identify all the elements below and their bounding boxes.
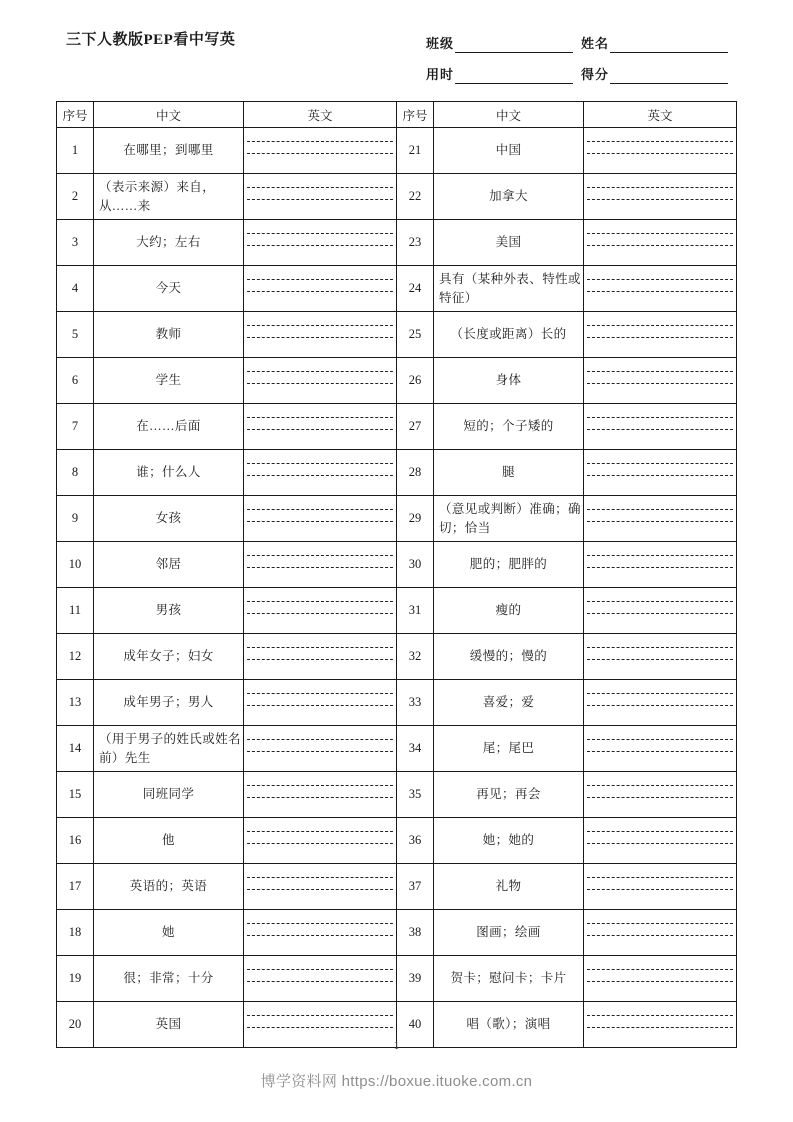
row-number: 6: [57, 358, 94, 404]
table-row: [57, 128, 737, 174]
english-answer-cell[interactable]: [584, 542, 737, 588]
writing-line-bottom: [247, 475, 393, 476]
chinese-meaning-cell: 再见；再会: [434, 772, 584, 818]
row-number: 21: [397, 128, 434, 174]
writing-line-top: [587, 601, 733, 602]
row-number: 3: [57, 220, 94, 266]
row-number: 34: [397, 726, 434, 772]
header-chinese-right: 中文: [434, 102, 584, 128]
row-number: 24: [397, 266, 434, 312]
writing-line-bottom: [247, 1027, 393, 1028]
row-number: 23: [397, 220, 434, 266]
english-answer-cell[interactable]: [244, 772, 397, 818]
writing-line-top: [587, 233, 733, 234]
writing-line-bottom: [247, 521, 393, 522]
field-class-label: 班级: [426, 36, 455, 51]
row-number: 16: [57, 818, 94, 864]
writing-line-bottom: [247, 889, 393, 890]
writing-line-bottom: [587, 981, 733, 982]
chinese-meaning-cell: 很；非常；十分: [94, 956, 244, 1002]
writing-line-bottom: [587, 337, 733, 338]
english-answer-cell[interactable]: [244, 588, 397, 634]
writing-lines: [587, 174, 733, 219]
english-answer-cell[interactable]: [584, 358, 737, 404]
english-answer-cell[interactable]: [244, 174, 397, 220]
table-row: [57, 496, 737, 542]
english-answer-cell[interactable]: [244, 910, 397, 956]
english-answer-cell[interactable]: [584, 450, 737, 496]
page-header: [56, 22, 736, 84]
chinese-meaning-cell: 喜爱；爱: [434, 680, 584, 726]
row-number: 40: [397, 1002, 434, 1048]
writing-line-top: [587, 187, 733, 188]
writing-line-bottom: [247, 659, 393, 660]
table-row: [57, 312, 737, 358]
chinese-meaning-cell: 图画；绘画: [434, 910, 584, 956]
chinese-meaning-cell: 短的；个子矮的: [434, 404, 584, 450]
chinese-meaning-cell: 教师: [94, 312, 244, 358]
english-answer-cell[interactable]: [244, 864, 397, 910]
writing-lines: [587, 128, 733, 173]
writing-lines: [587, 680, 733, 725]
table-row: [57, 726, 737, 772]
writing-line-bottom: [587, 199, 733, 200]
row-number: 28: [397, 450, 434, 496]
chinese-meaning-cell: 缓慢的；慢的: [434, 634, 584, 680]
writing-lines: [247, 174, 393, 219]
writing-line-top: [587, 831, 733, 832]
chinese-meaning-cell: 谁；什么人: [94, 450, 244, 496]
chinese-meaning-cell: 她: [94, 910, 244, 956]
table-row: [57, 634, 737, 680]
english-answer-cell[interactable]: [244, 220, 397, 266]
row-number: 8: [57, 450, 94, 496]
writing-lines: [587, 496, 733, 541]
english-answer-cell[interactable]: [584, 726, 737, 772]
field-score: [581, 64, 736, 84]
chinese-meaning-cell: （表示来源）来自，从……来: [94, 174, 244, 220]
writing-line-bottom: [247, 245, 393, 246]
row-number: 29: [397, 496, 434, 542]
writing-lines: [247, 588, 393, 633]
writing-line-bottom: [247, 383, 393, 384]
writing-line-top: [247, 233, 393, 234]
chinese-meaning-cell: 尾；尾巴: [434, 726, 584, 772]
writing-line-bottom: [587, 705, 733, 706]
writing-line-top: [247, 923, 393, 924]
writing-line-bottom: [587, 291, 733, 292]
english-answer-cell[interactable]: [244, 634, 397, 680]
writing-line-top: [247, 279, 393, 280]
writing-line-top: [247, 647, 393, 648]
chinese-meaning-cell: （用于男子的姓氏或姓名前）先生: [94, 726, 244, 772]
writing-line-bottom: [247, 981, 393, 982]
english-answer-cell[interactable]: [584, 634, 737, 680]
table-row: [57, 220, 737, 266]
vocabulary-table: [56, 101, 737, 1048]
chinese-meaning-cell: 学生: [94, 358, 244, 404]
writing-line-bottom: [587, 889, 733, 890]
row-number: 14: [57, 726, 94, 772]
chinese-meaning-cell: 成年男子；男人: [94, 680, 244, 726]
english-answer-cell[interactable]: [584, 496, 737, 542]
writing-line-bottom: [247, 705, 393, 706]
writing-line-top: [247, 693, 393, 694]
writing-line-bottom: [247, 199, 393, 200]
writing-line-top: [247, 1015, 393, 1016]
row-number: 15: [57, 772, 94, 818]
table-row: [57, 680, 737, 726]
writing-line-top: [587, 693, 733, 694]
english-answer-cell[interactable]: [244, 680, 397, 726]
writing-lines: [587, 542, 733, 587]
chinese-meaning-cell: 女孩: [94, 496, 244, 542]
writing-line-bottom: [247, 337, 393, 338]
chinese-meaning-cell: 加拿大: [434, 174, 584, 220]
chinese-meaning-cell: 贺卡；慰问卡；卡片: [434, 956, 584, 1002]
row-number: 30: [397, 542, 434, 588]
chinese-meaning-cell: （意见或判断）准确；确切；恰当: [434, 496, 584, 542]
row-number: 35: [397, 772, 434, 818]
row-number: 11: [57, 588, 94, 634]
table-row: [57, 956, 737, 1002]
writing-line-top: [247, 877, 393, 878]
english-answer-cell[interactable]: [244, 404, 397, 450]
english-answer-cell[interactable]: [584, 404, 737, 450]
chinese-meaning-cell: 邻居: [94, 542, 244, 588]
writing-lines: [587, 588, 733, 633]
writing-line-top: [587, 463, 733, 464]
row-number: 39: [397, 956, 434, 1002]
chinese-meaning-cell: 同班同学: [94, 772, 244, 818]
field-score-blank[interactable]: [610, 70, 728, 84]
english-answer-cell[interactable]: [584, 312, 737, 358]
writing-lines: [587, 450, 733, 495]
writing-line-bottom: [587, 935, 733, 936]
row-number: 7: [57, 404, 94, 450]
row-number: 4: [57, 266, 94, 312]
writing-line-top: [247, 555, 393, 556]
writing-lines: [587, 910, 733, 955]
chinese-meaning-cell: 今天: [94, 266, 244, 312]
writing-line-top: [247, 831, 393, 832]
writing-line-bottom: [587, 567, 733, 568]
writing-lines: [247, 404, 393, 449]
table-row: [57, 266, 737, 312]
writing-lines: [587, 772, 733, 817]
writing-line-bottom: [587, 153, 733, 154]
chinese-meaning-cell: 瘦的: [434, 588, 584, 634]
chinese-meaning-cell: 具有（某种外表、特性或特征）: [434, 266, 584, 312]
writing-line-top: [247, 969, 393, 970]
header-num-right: 序号: [397, 102, 434, 128]
chinese-meaning-cell: 唱（歌）；演唱: [434, 1002, 584, 1048]
row-number: 1: [57, 128, 94, 174]
row-number: 5: [57, 312, 94, 358]
writing-line-top: [587, 509, 733, 510]
writing-line-top: [587, 647, 733, 648]
writing-line-bottom: [247, 843, 393, 844]
row-number: 10: [57, 542, 94, 588]
writing-line-bottom: [587, 521, 733, 522]
field-name: [581, 33, 736, 53]
writing-lines: [247, 680, 393, 725]
chinese-meaning-cell: 大约；左右: [94, 220, 244, 266]
writing-line-top: [247, 785, 393, 786]
chinese-meaning-cell: 他: [94, 818, 244, 864]
english-answer-cell[interactable]: [244, 312, 397, 358]
table-row: [57, 450, 737, 496]
table-header-row: [57, 102, 737, 128]
writing-line-top: [587, 877, 733, 878]
writing-lines: [247, 772, 393, 817]
row-number: 22: [397, 174, 434, 220]
chinese-meaning-cell: 中国: [434, 128, 584, 174]
chinese-meaning-cell: 美国: [434, 220, 584, 266]
writing-line-bottom: [587, 245, 733, 246]
writing-lines: [247, 818, 393, 863]
writing-line-bottom: [587, 1027, 733, 1028]
english-answer-cell[interactable]: [244, 358, 397, 404]
writing-line-bottom: [587, 475, 733, 476]
writing-lines: [587, 266, 733, 311]
writing-lines: [587, 404, 733, 449]
writing-line-bottom: [247, 797, 393, 798]
english-answer-cell[interactable]: [244, 128, 397, 174]
english-answer-cell[interactable]: [584, 818, 737, 864]
writing-line-top: [247, 371, 393, 372]
writing-line-bottom: [247, 935, 393, 936]
table-row: [57, 358, 737, 404]
writing-line-bottom: [587, 659, 733, 660]
writing-lines: [247, 266, 393, 311]
field-name-blank[interactable]: [610, 39, 728, 53]
table-row: [57, 864, 737, 910]
english-answer-cell[interactable]: [244, 956, 397, 1002]
table-row: [57, 542, 737, 588]
writing-line-bottom: [247, 429, 393, 430]
writing-line-top: [247, 141, 393, 142]
writing-lines: [247, 542, 393, 587]
english-answer-cell[interactable]: [584, 864, 737, 910]
writing-line-bottom: [247, 291, 393, 292]
chinese-meaning-cell: 男孩: [94, 588, 244, 634]
row-number: 13: [57, 680, 94, 726]
english-answer-cell[interactable]: [584, 220, 737, 266]
page-number: 1: [393, 1040, 400, 1052]
english-answer-cell[interactable]: [244, 818, 397, 864]
row-number: 31: [397, 588, 434, 634]
writing-line-bottom: [587, 751, 733, 752]
writing-lines: [247, 726, 393, 771]
chinese-meaning-cell: 她；她的: [434, 818, 584, 864]
english-answer-cell[interactable]: [584, 910, 737, 956]
english-answer-cell[interactable]: [584, 266, 737, 312]
page-title: 三下人教版PEP看中写英: [66, 32, 236, 48]
header-chinese-left: 中文: [94, 102, 244, 128]
writing-lines: [247, 910, 393, 955]
writing-line-top: [247, 739, 393, 740]
student-info-row-1: [426, 22, 736, 53]
site-watermark: 博学资料网 https://boxue.ituoke.com.cn: [260, 1073, 533, 1090]
row-number: 38: [397, 910, 434, 956]
writing-lines: [247, 864, 393, 909]
table-row: [57, 818, 737, 864]
english-answer-cell[interactable]: [244, 266, 397, 312]
writing-lines: [247, 128, 393, 173]
field-time-label: 用时: [426, 67, 455, 82]
writing-line-top: [247, 509, 393, 510]
row-number: 32: [397, 634, 434, 680]
writing-line-top: [587, 555, 733, 556]
row-number: 12: [57, 634, 94, 680]
english-answer-cell[interactable]: [584, 680, 737, 726]
header-num-left: 序号: [57, 102, 94, 128]
writing-line-top: [247, 187, 393, 188]
writing-line-bottom: [587, 797, 733, 798]
table-row: [57, 772, 737, 818]
writing-line-top: [587, 279, 733, 280]
row-number: 2: [57, 174, 94, 220]
student-info-fields: [426, 22, 736, 84]
row-number: 9: [57, 496, 94, 542]
writing-lines: [587, 864, 733, 909]
writing-lines: [587, 358, 733, 403]
writing-lines: [247, 312, 393, 357]
writing-line-bottom: [247, 567, 393, 568]
writing-line-top: [587, 141, 733, 142]
writing-line-bottom: [247, 751, 393, 752]
writing-line-top: [587, 417, 733, 418]
field-class-blank[interactable]: [455, 39, 573, 53]
writing-line-top: [587, 1015, 733, 1016]
writing-line-top: [247, 601, 393, 602]
writing-line-top: [587, 923, 733, 924]
writing-line-top: [247, 325, 393, 326]
row-number: 25: [397, 312, 434, 358]
writing-lines: [587, 726, 733, 771]
writing-line-bottom: [587, 429, 733, 430]
english-answer-cell[interactable]: [244, 726, 397, 772]
row-number: 26: [397, 358, 434, 404]
chinese-meaning-cell: 成年女子；妇女: [94, 634, 244, 680]
english-answer-cell[interactable]: [584, 128, 737, 174]
writing-line-bottom: [587, 613, 733, 614]
chinese-meaning-cell: 礼物: [434, 864, 584, 910]
row-number: 37: [397, 864, 434, 910]
english-answer-cell[interactable]: [244, 450, 397, 496]
student-info-row-2: [426, 53, 736, 84]
writing-lines: [587, 634, 733, 679]
english-answer-cell[interactable]: [244, 542, 397, 588]
writing-lines: [247, 634, 393, 679]
writing-line-bottom: [247, 153, 393, 154]
writing-line-top: [587, 325, 733, 326]
english-answer-cell[interactable]: [584, 956, 737, 1002]
table-row: [57, 174, 737, 220]
table-row: [57, 910, 737, 956]
writing-line-top: [587, 739, 733, 740]
writing-lines: [247, 220, 393, 265]
english-answer-cell[interactable]: [584, 772, 737, 818]
writing-lines: [587, 220, 733, 265]
writing-lines: [587, 312, 733, 357]
writing-lines: [247, 358, 393, 403]
writing-line-bottom: [587, 843, 733, 844]
writing-lines: [587, 818, 733, 863]
header-english-right: 英文: [584, 102, 737, 128]
writing-lines: [247, 956, 393, 1001]
header-english-left: 英文: [244, 102, 397, 128]
field-time-blank[interactable]: [455, 70, 573, 84]
english-answer-cell[interactable]: [244, 496, 397, 542]
row-number: 17: [57, 864, 94, 910]
english-answer-cell[interactable]: [584, 174, 737, 220]
row-number: 33: [397, 680, 434, 726]
table-row: [57, 588, 737, 634]
field-class: [426, 33, 581, 53]
writing-line-bottom: [587, 383, 733, 384]
table-body: [57, 128, 737, 1048]
writing-line-top: [587, 969, 733, 970]
chinese-meaning-cell: （长度或距离）长的: [434, 312, 584, 358]
chinese-meaning-cell: 在哪里；到哪里: [94, 128, 244, 174]
writing-line-top: [587, 371, 733, 372]
chinese-meaning-cell: 肥的；肥胖的: [434, 542, 584, 588]
english-answer-cell[interactable]: [584, 588, 737, 634]
writing-line-top: [247, 463, 393, 464]
writing-lines: [247, 496, 393, 541]
writing-line-top: [247, 417, 393, 418]
table-row: [57, 404, 737, 450]
row-number: 20: [57, 1002, 94, 1048]
writing-line-bottom: [247, 613, 393, 614]
writing-line-top: [587, 785, 733, 786]
field-score-label: 得分: [581, 67, 610, 82]
row-number: 19: [57, 956, 94, 1002]
field-name-label: 姓名: [581, 36, 610, 51]
chinese-meaning-cell: 在……后面: [94, 404, 244, 450]
chinese-meaning-cell: 英国: [94, 1002, 244, 1048]
row-number: 36: [397, 818, 434, 864]
row-number: 18: [57, 910, 94, 956]
chinese-meaning-cell: 身体: [434, 358, 584, 404]
writing-lines: [247, 450, 393, 495]
chinese-meaning-cell: 英语的；英语: [94, 864, 244, 910]
chinese-meaning-cell: 腿: [434, 450, 584, 496]
field-time: [426, 64, 581, 84]
row-number: 27: [397, 404, 434, 450]
writing-lines: [587, 956, 733, 1001]
